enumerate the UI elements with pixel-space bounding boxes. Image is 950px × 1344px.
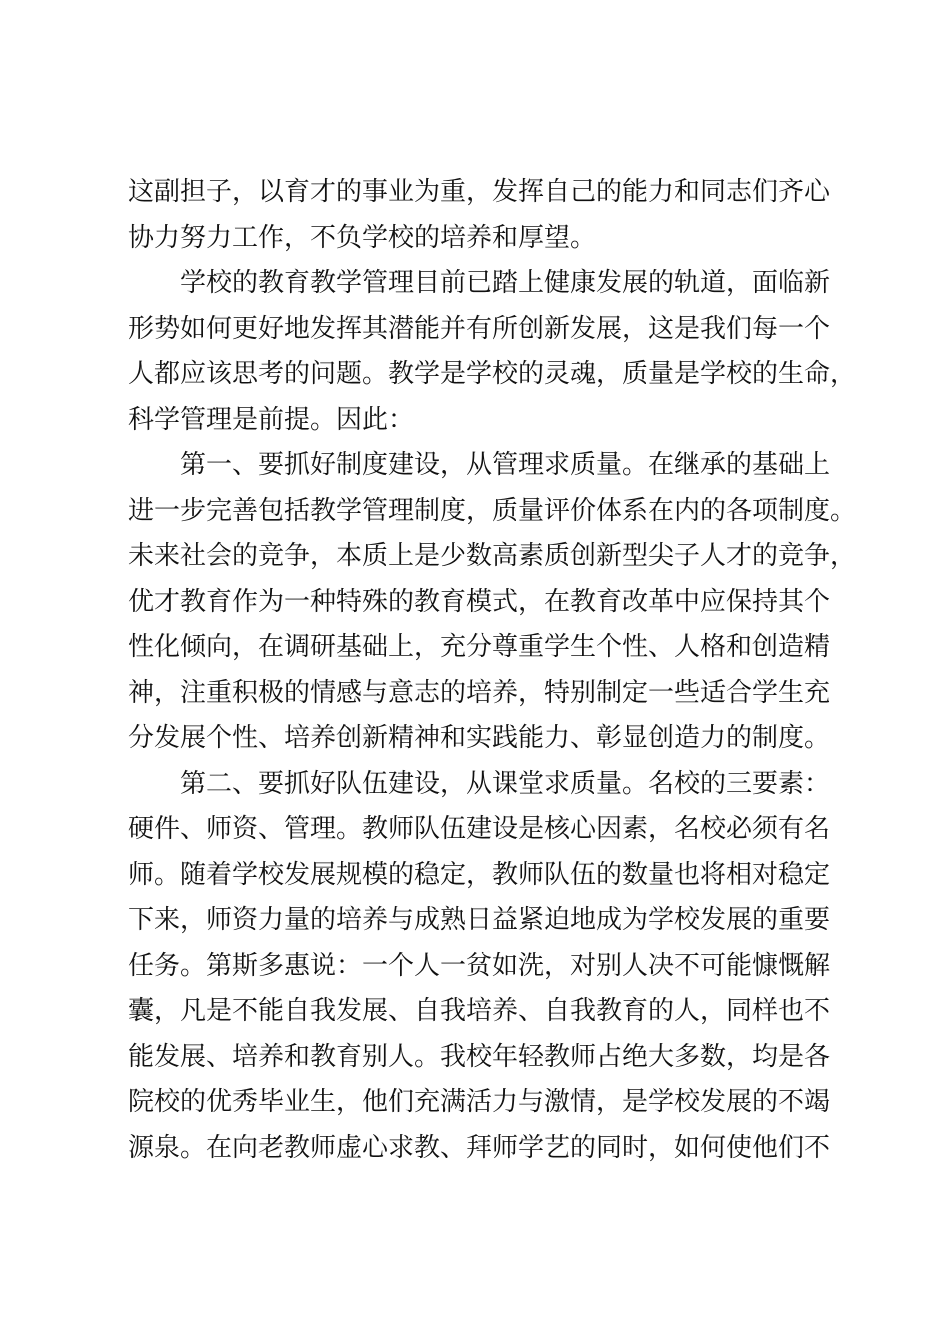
text-line: 未来社会的竞争，本质上是少数高素质创新型尖子人才的竞争， (128, 541, 857, 571)
text-line: 源泉。在向老教师虚心求教、拜师学艺的同时，如何使他们不 (128, 1132, 831, 1163)
text-line: 第一、要抓好制度建设，从管理求质量。在继承的基础上 (180, 450, 831, 480)
text-line: 协力努力工作，不负学校的培养和厚望。 (128, 222, 597, 253)
text-line: 任务。第斯多惠说：一个人一贫如洗，对别人决不可能慷慨解 (128, 950, 831, 981)
text-line: 科学管理是前提。因此： (128, 404, 415, 435)
text-line: 分发展个性、培养创新精神和实践能力、彰显创造力的制度。 (128, 723, 831, 753)
text-line: 能发展、培养和教育别人。我校年轻教师占绝大多数，均是各 (128, 1041, 831, 1072)
text-line: 学校的教育教学管理目前已踏上健康发展的轨道，面临新 (180, 268, 831, 298)
text-line: 进一步完善包括教学管理制度，质量评价体系在内的各项制度。 (128, 495, 857, 526)
document-body (128, 170, 857, 1171)
text-line: 硬件、师资、管理。教师队伍建设是核心因素，名校必须有名 (128, 814, 831, 844)
paragraph-1 (128, 170, 848, 261)
text-line: 性化倾向，在调研基础上，充分尊重学生个性、人格和创造精 (128, 632, 831, 662)
text-line: 这副担子，以育才的事业为重，发挥自己的能力和同志们齐心 (128, 177, 831, 207)
paragraph-2 (128, 261, 857, 443)
text-line: 优才教育作为一种特殊的教育模式，在教育改革中应保持其个 (128, 586, 831, 617)
text-line: 下来，师资力量的培养与成熟日益紧迫地成为学校发展的重要 (128, 905, 831, 935)
text-line: 人都应该思考的问题。教学是学校的灵魂，质量是学校的生命， (128, 359, 857, 389)
text-line: 院校的优秀毕业生，他们充满活力与激情，是学校发展的不竭 (128, 1087, 831, 1117)
text-line: 神，注重积极的情感与意志的培养，特别制定一些适合学生充 (128, 677, 831, 708)
paragraph-3 (128, 443, 857, 762)
paragraph-4 (128, 762, 848, 1172)
text-line: 师。随着学校发展规模的稳定，教师队伍的数量也将相对稳定 (128, 859, 831, 890)
text-line: 第二、要抓好队伍建设，从课堂求质量。名校的三要素： (180, 768, 831, 799)
text-line: 囊，凡是不能自我发展、自我培养、自我教育的人，同样也不 (128, 996, 831, 1026)
text-line: 形势如何更好地发挥其潜能并有所创新发展，这是我们每一个 (128, 313, 831, 344)
